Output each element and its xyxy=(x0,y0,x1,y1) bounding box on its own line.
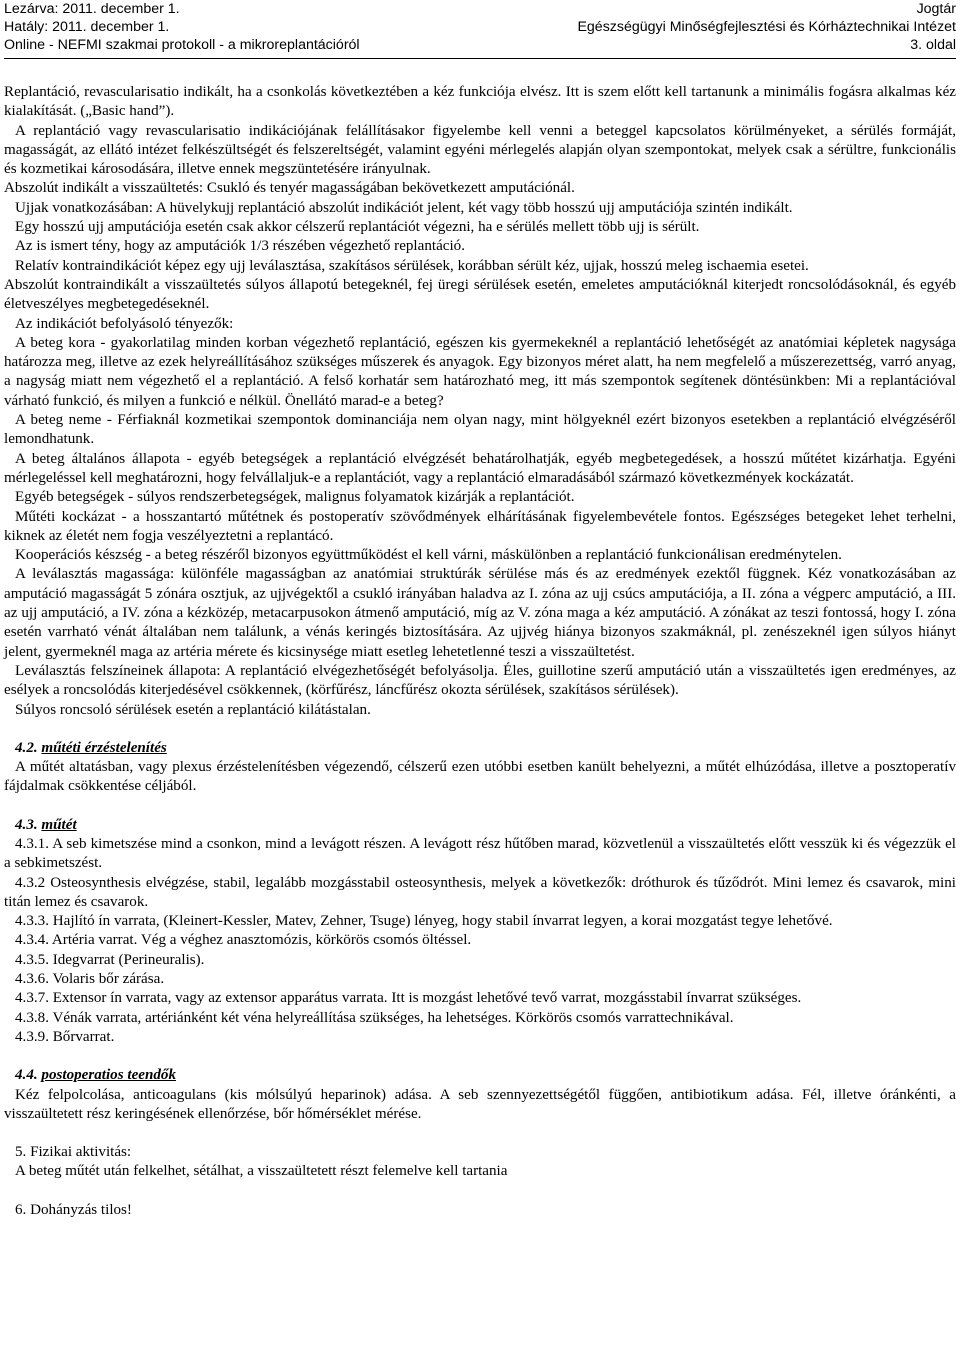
list-item: 4.3.7. Extensor ín varrata, vagy az extensor apparátus varrata. Itt is mozgást lehetővé tevő varrat, mozgásstabil ínvarrat szükséges. xyxy=(15,990,802,1007)
list-item: 4.3.8. Vénák varrata, artériánként két véna helyreállítása szükséges, ha lehetséges. Körkörös csomós varrattechnikával. xyxy=(15,1009,734,1026)
section-number: 4.3. xyxy=(15,816,38,833)
paragraph: Abszolút kontraindikált a visszaültetés súlyos állapotú betegeknél, fej üregi sérülések esetén, emeletes amputációknál kiterjedt roncsolódásoknál, és egyéb életveszélyes megbetegedéseknél. xyxy=(4,276,956,313)
list-item: 4.3.5. Idegvarrat (Perineuralis). xyxy=(15,951,205,968)
paragraph: Műtéti kockázat - a hosszantartó műtétnek és postoperatív szövődmények elhárításának figyelembevétele fontos. Egészséges betegeket lehet terhelni, kiknek az életét nem fogja veszélyeztetni a replantácó. xyxy=(4,508,956,544)
section-heading-4-2 xyxy=(4,739,956,758)
header-document-title: Online - NEFMI szakmai protokoll - a mikroreplantációról xyxy=(4,37,360,53)
paragraph: Ujjak vonatkozásában: A hüvelykujj replantáció abszolút indikációt jelent, két vagy több hosszú ujj amputációja szintén indikált. xyxy=(15,199,793,216)
header-publisher: Jogtár xyxy=(916,1,956,17)
list-item: 4.3.2 Osteosynthesis elvégzése, stabil, legalább mozgásstabil osteosynthesis, melyek a következők: dróthurok és tűződrót. Mini lemez és csavarok, mini titán lemez és csavarok. xyxy=(4,874,956,910)
paragraph: A beteg neme - Férfiaknál kozmetikai szempontok dominanciája nem olyan nagy, mint hölgyeknél ezért bizonyos esetekben a replantáció elvégzéséről lemondhatunk. xyxy=(4,412,956,448)
paragraph: Az is ismert tény, hogy az amputációk 1/3 részében végezhető replantáció. xyxy=(15,238,465,255)
section-heading-4-4 xyxy=(4,1066,956,1085)
list-item: 4.3.1. A seb kimetszése mind a csonkon, mind a levágott részen. A levágott rész hűtőben marad, közvetlenül a visszaültetés előtt vesszük ki és végezzük el a sebkimetszést. xyxy=(4,835,956,872)
header-row-2 xyxy=(4,18,956,36)
paragraph: A replantáció vagy revascularisatio indikációjának felállításakor figyelembe kell venni a beteggel kapcsolatos körülményeket, a sérülés formáját, magasságát, az ellátó intézet felkészültségét és felszereltségét, valamint egyéni mérlegelés alapján olyan szempontokat, melyek csak a sérültre, funkcionális és kozmetikai károsodására, illetve ennek megszüntetésére irányulnak. xyxy=(4,122,956,178)
page-header xyxy=(4,0,956,59)
list-item: 4.3.4. Artéria varrat. Vég a véghez anasztomózis, körkörös csomós öltéssel. xyxy=(15,932,472,949)
section-heading-6: 6. Dohányzás tilos! xyxy=(15,1201,132,1218)
paragraph: A beteg műtét után felkelhet, sétálhat, a visszaültetett részt felemelve kell tartania xyxy=(15,1163,508,1180)
section-heading-5: 5. Fizikai aktivitás: xyxy=(15,1144,132,1161)
paragraph: Egyéb betegségek - súlyos rendszerbetegségek, malignus folyamatok kizárják a replantációt. xyxy=(15,489,575,506)
paragraph: Abszolút indikált a visszaültetés: Csukló és tenyér magasságában bekövetkezett amputációnál. xyxy=(4,180,575,197)
paragraph: Az indikációt befolyásoló tényezők: xyxy=(15,315,234,332)
header-row-3 xyxy=(4,36,956,54)
paragraph: Egy hosszú ujj amputációja esetén csak akkor célszerű replantációt végezni, ha e sérülés mellett több ujj is sérült. xyxy=(15,219,700,236)
header-effective-date: Hatály: 2011. december 1. xyxy=(4,19,170,35)
paragraph: Súlyos roncsoló sérülések esetén a replantáció kilátástalan. xyxy=(15,701,371,718)
section-title: műtéti érzéstelenítés xyxy=(41,739,167,756)
paragraph: Leválasztás felszíneinek állapota: A replantáció elvégezhetőségét befolyásolja. Éles, guillotine szerű amputáció után a visszaültetés igen eredményes, az esélyek a roncsolódás kiterjedésével csökkennek, (körfűrész, láncfűrész okozta sérülések, szakításos sérülések). xyxy=(4,662,956,699)
paragraph: Kéz felpolcolása, anticoagulans (kis mólsúlyú heparinok) adása. A seb szennyezettségétől függően, antibiotikum adása. Fél, illetve óránkénti, a visszaültetett rész keringésének ellenőrzése, bőr hőmérséklet mérése. xyxy=(4,1086,956,1122)
section-title: postoperatios teendők xyxy=(41,1067,177,1084)
section-heading-4-3 xyxy=(4,816,956,835)
paragraph: A műtét altatásban, vagy plexus érzéstelenítésben végezendő, célszerű ezen utóbbi esetben kanült behelyezni, a műtét elhúzódása, illetve a posztoperatív fájdalmak csökkentése céljából. xyxy=(4,759,956,795)
list-item: 4.3.9. Bőrvarrat. xyxy=(15,1028,115,1045)
paragraph: Relatív kontraindikációt képez egy ujj leválasztása, szakításos sérülések, korábban sérült kéz, ujjak, hosszú meleg ischaemia esetei. xyxy=(15,257,809,274)
document-body xyxy=(4,83,956,1220)
header-row-1 xyxy=(4,0,956,18)
paragraph: A beteg általános állapota - egyéb betegségek a replantáció elvégzését behatárolhatják, egyéb megbetegedések, a hosszú műtétet kizárhatja. Egyéni mérlegeléssel kell meghatározni, hogy felvállaljuk-e a replantációt, vagy a replantáció elmaradásából származó következmények kockázatát. xyxy=(4,450,956,486)
paragraph: A beteg kora - gyakorlatilag minden korban végezhető replantáció, egészen kis gyermekeknél a replantáció lehetőségét az anatómiai képletek nagysága határozza meg, illetve az ezek helyreállításához szükséges műszerek és anyagok. Egy bizonyos méret alatt, ha nem megfelelő a műszerezettség, varró anyag, a nagyság miatt nem végezhető el a replantáció. A felső korhatár sem határozható meg, itt más szempontok segítenek döntésünkben: Mi a replantációval várható funkció, és milyen a funkció e nélkül. Önellátó marad-e a beteg? xyxy=(4,334,956,409)
paragraph: Kooperációs készség - a beteg részéről bizonyos együttműködést el kell várni, máskülönben a replantáció funkcionálisan eredménytelen. xyxy=(15,547,842,564)
section-number: 4.4. xyxy=(15,1067,38,1084)
list-item: 4.3.6. Volaris bőr zárása. xyxy=(15,971,165,988)
list-item: 4.3.3. Hajlító ín varrata, (Kleinert-Kessler, Matev, Zehner, Tsuge) lényeg, hogy stabil ínvarrat legyen, a korai mozgatást tegye lehetővé. xyxy=(15,913,833,930)
paragraph: A leválasztás magassága: különféle magasságban az anatómiai struktúrák sérülése más és az eredmények ezektől függnek. Kéz vonatkozásában az amputáció magasságát 5 zónára osztjuk, az ujjvégektől a csukló irányában haladva az I. zóna az ujj csúcs amputációja, a II. zóna a végperc amputáció, a III. az ujj amputáció, a IV. zóna a kézközép, metacarpusokon átmenő amputáció, míg az V. zóna maga a kéz amputáció. A zónákat az teszi fontossá, hogy I. zóna esetén varrható vénát általában nem találunk, a vénás keringés biztosítására. Az ujjvég hiánya bizonyos szakmáknál, pl. zenészeknél igen súlyos hiányt jelent, gyermeknél maga az artéria mérete és kicsinysége miatt esetleg lehetetlenné teszi a visszaültetést. xyxy=(4,566,956,660)
header-institute: Egészségügyi Minőségfejlesztési és Kórháztechnikai Intézet xyxy=(577,19,956,35)
header-closed-date: Lezárva: 2011. december 1. xyxy=(4,1,180,17)
paragraph: Replantáció, revascularisatio indikált, ha a csonkolás következtében a kéz funkciója elvész. Itt is szem előtt kell tartanunk a minimális fogásra alkalmas kéz kialakítását. („Basic hand”). xyxy=(4,84,956,120)
section-number: 4.2. xyxy=(15,739,38,756)
header-page-number: 3. oldal xyxy=(910,37,956,53)
section-title: műtét xyxy=(41,816,77,833)
